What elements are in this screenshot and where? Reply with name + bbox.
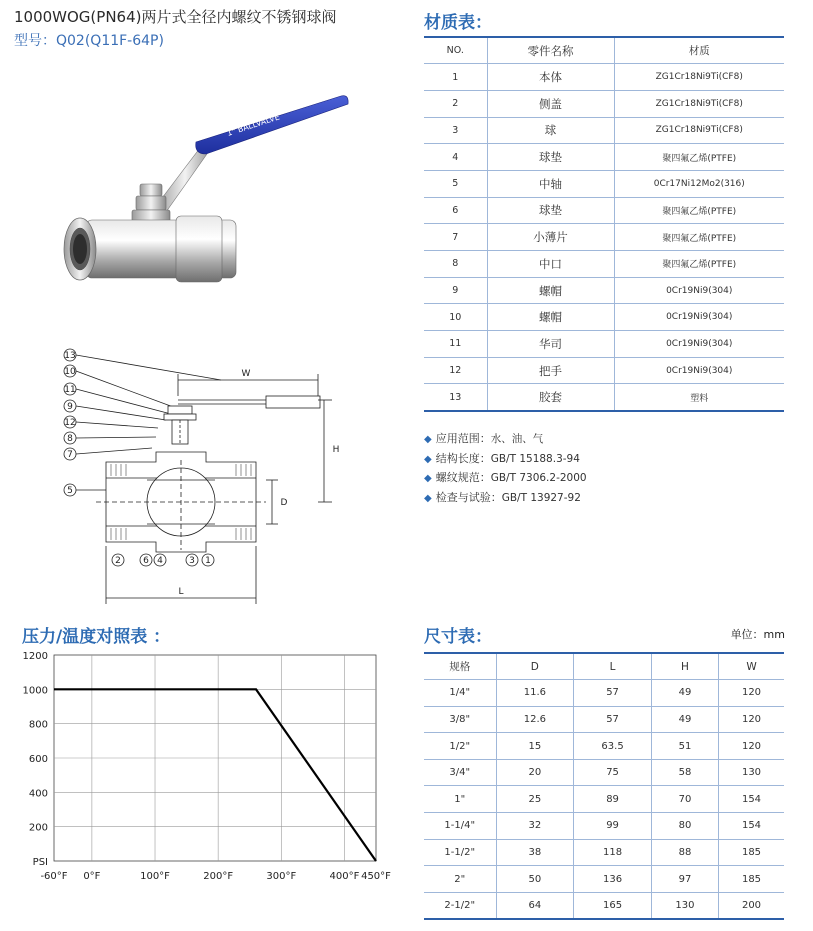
table-cell: 38: [496, 839, 574, 866]
table-cell: 63.5: [574, 733, 652, 760]
table-cell: 120: [719, 706, 784, 733]
pressure-temperature-chart: [0, 645, 400, 890]
svg-text:10: 10: [64, 367, 76, 377]
table-cell: ZG1Cr18Ni9Ti(CF8): [614, 117, 784, 144]
table-cell: 3/8": [424, 706, 496, 733]
table-row: [424, 892, 784, 919]
y-tick-label: 1200: [22, 651, 48, 662]
table-cell: 51: [651, 733, 718, 760]
table-row: [424, 733, 784, 760]
table-row: [424, 170, 784, 197]
table-cell: 本体: [487, 64, 614, 91]
table-cell: 136: [574, 866, 652, 893]
table-cell: 3/4": [424, 759, 496, 786]
table-row: [424, 224, 784, 251]
table-cell: 1-1/4": [424, 813, 496, 840]
x-tick-label: 100°F: [140, 871, 170, 882]
x-tick-label: 0°F: [83, 871, 101, 882]
table-row: [424, 144, 784, 171]
table-cell: 0Cr19Ni9(304): [614, 304, 784, 331]
table-cell: 球垫: [487, 197, 614, 224]
table-row: [424, 786, 784, 813]
table-cell: 185: [719, 839, 784, 866]
unit-label: 单位：mm: [730, 628, 785, 641]
table-row: [424, 64, 784, 91]
svg-text:11: 11: [64, 385, 76, 395]
table-cell: 9: [424, 277, 487, 304]
table-row: [424, 839, 784, 866]
table-cell: 6: [424, 197, 487, 224]
dim-d-label: D: [280, 498, 288, 508]
col-size: 规格: [424, 653, 496, 680]
table-cell: 154: [719, 786, 784, 813]
table-cell: 80: [651, 813, 718, 840]
table-cell: 塑料: [614, 384, 784, 411]
table-cell: 130: [719, 759, 784, 786]
table-row: [424, 117, 784, 144]
svg-text:1: 1: [205, 556, 211, 566]
note-item: ◆ 结构长度：GB/T 15188.3-94: [424, 451, 580, 465]
x-tick-label: 300°F: [266, 871, 297, 882]
table-cell: 0Cr19Ni9(304): [614, 277, 784, 304]
table-cell: 154: [719, 813, 784, 840]
table-cell: 把手: [487, 357, 614, 384]
x-tick-label: 400°F: [329, 871, 360, 882]
callout-7: [64, 448, 152, 460]
spec-notes: [424, 430, 587, 508]
table-cell: 185: [719, 866, 784, 893]
table-cell: 200: [719, 892, 784, 919]
table-cell: 70: [651, 786, 718, 813]
table-row: [424, 759, 784, 786]
col-part-name: 零件名称: [487, 37, 614, 64]
table-cell: 99: [574, 813, 652, 840]
table-cell: 97: [651, 866, 718, 893]
svg-text:13: 13: [64, 351, 76, 361]
y-tick-label: 1000: [22, 685, 48, 697]
table-cell: 7: [424, 224, 487, 251]
y-tick-label: 400: [28, 788, 48, 800]
col-w: W: [719, 653, 784, 680]
table-cell: 75: [574, 759, 652, 786]
table-cell: 12: [424, 357, 487, 384]
table-cell: 胶套: [487, 384, 614, 411]
table-cell: 32: [496, 813, 574, 840]
svg-text:12: 12: [64, 418, 76, 428]
table-row: [424, 357, 784, 384]
callout-10: [64, 365, 176, 408]
table-cell: 0Cr19Ni9(304): [614, 331, 784, 358]
table-cell: 3: [424, 117, 487, 144]
col-h: H: [651, 653, 718, 680]
note-item: ◆ 应用范围：水、油、气: [424, 432, 544, 445]
table-cell: 聚四氟乙烯(PTFE): [614, 224, 784, 251]
table-cell: 89: [574, 786, 652, 813]
table-cell: ZG1Cr18Ni9Ti(CF8): [614, 90, 784, 117]
table-cell: 11.6: [496, 680, 574, 707]
table-row: [424, 866, 784, 893]
table-cell: 0Cr19Ni9(304): [614, 357, 784, 384]
callout-9: [64, 400, 166, 420]
col-no: NO.: [424, 37, 487, 64]
svg-text:2: 2: [115, 556, 121, 566]
table-cell: 118: [574, 839, 652, 866]
dimensions-heading: 尺寸表：: [424, 627, 492, 647]
table-cell: 11: [424, 331, 487, 358]
table-cell: 64: [496, 892, 574, 919]
y-tick-label: 800: [28, 719, 48, 731]
table-cell: 49: [651, 706, 718, 733]
table-row: [424, 197, 784, 224]
materials-table: [424, 36, 784, 412]
note-item: ◆ 螺纹规范：GB/T 7306.2-2000: [424, 471, 587, 484]
table-cell: 螺帽: [487, 304, 614, 331]
table-cell: 120: [719, 733, 784, 760]
note-item: ◆ 检查与试验：GB/T 13927-92: [424, 490, 581, 504]
table-cell: 15: [496, 733, 574, 760]
table-cell: 5: [424, 170, 487, 197]
callout-8: [64, 432, 156, 444]
table-cell: 4: [424, 144, 487, 171]
table-cell: 1: [424, 64, 487, 91]
table-row: [424, 90, 784, 117]
svg-text:7: 7: [67, 450, 73, 460]
table-cell: 聚四氟乙烯(PTFE): [614, 251, 784, 278]
col-l: L: [574, 653, 652, 680]
table-cell: 1": [424, 786, 496, 813]
table-cell: 20: [496, 759, 574, 786]
table-cell: 50: [496, 866, 574, 893]
table-cell: 57: [574, 706, 652, 733]
valve-section-diagram: [56, 340, 356, 610]
table-row: [424, 384, 784, 411]
table-row: [424, 304, 784, 331]
table-cell: 中轴: [487, 170, 614, 197]
x-tick-label: 450°F: [361, 871, 391, 882]
table-cell: 88: [651, 839, 718, 866]
svg-text:6: 6: [143, 556, 149, 566]
table-cell: 2: [424, 90, 487, 117]
handle-label: 1" BALLVALVE: [225, 112, 281, 138]
table-row: [424, 680, 784, 707]
table-row: [424, 251, 784, 278]
svg-text:5: 5: [67, 486, 73, 496]
product-title: 1000WOG(PN64)两片式全径内螺纹不锈钢球阀: [14, 8, 337, 26]
table-cell: 球: [487, 117, 614, 144]
table-cell: ZG1Cr18Ni9Ti(CF8): [614, 64, 784, 91]
table-cell: 57: [574, 680, 652, 707]
materials-heading: 材质表：: [424, 13, 492, 33]
table-cell: 58: [651, 759, 718, 786]
table-cell: 球垫: [487, 144, 614, 171]
table-cell: 聚四氟乙烯(PTFE): [614, 144, 784, 171]
table-row: [424, 277, 784, 304]
table-cell: 2-1/2": [424, 892, 496, 919]
callout-11: [64, 383, 171, 414]
table-cell: 8: [424, 251, 487, 278]
table-cell: 1-1/2": [424, 839, 496, 866]
y-tick-label: 200: [28, 822, 48, 834]
table-cell: 165: [574, 892, 652, 919]
x-tick-label: -60°F: [40, 871, 68, 882]
col-d: D: [496, 653, 574, 680]
table-cell: 12.6: [496, 706, 574, 733]
svg-text:4: 4: [157, 556, 163, 566]
model-number: 型号：Q02(Q11F-64P): [14, 33, 164, 49]
table-cell: 聚四氟乙烯(PTFE): [614, 197, 784, 224]
table-cell: 0Cr17Ni12Mo2(316): [614, 170, 784, 197]
pressure-chart-heading: 压力/温度对照表 ：: [22, 627, 171, 647]
pressure-curve: [54, 689, 376, 861]
table-cell: 螺帽: [487, 277, 614, 304]
dim-l-label: L: [178, 587, 184, 597]
table-cell: 25: [496, 786, 574, 813]
table-cell: 10: [424, 304, 487, 331]
y-tick-label: 600: [28, 754, 48, 765]
svg-text:9: 9: [67, 402, 73, 412]
dim-w-label: W: [241, 369, 251, 379]
dim-h-label: H: [332, 445, 340, 455]
table-row: [424, 706, 784, 733]
y-tick-label: PSI: [32, 857, 48, 868]
table-cell: 小薄片: [487, 224, 614, 251]
x-tick-label: 200°F: [203, 871, 234, 882]
table-row: [424, 331, 784, 358]
table-cell: 中口: [487, 251, 614, 278]
svg-text:3: 3: [189, 556, 195, 566]
table-cell: 1/2": [424, 733, 496, 760]
table-cell: 13: [424, 384, 487, 411]
svg-text:8: 8: [67, 434, 73, 444]
valve-photo: [56, 88, 366, 288]
table-cell: 华司: [487, 331, 614, 358]
table-cell: 1/4": [424, 680, 496, 707]
callout-12: [64, 416, 158, 428]
table-cell: 2": [424, 866, 496, 893]
table-cell: 49: [651, 680, 718, 707]
col-material: 材质: [614, 37, 784, 64]
table-cell: 侧盖: [487, 90, 614, 117]
dimensions-table: [424, 652, 784, 920]
table-cell: 130: [651, 892, 718, 919]
table-row: [424, 813, 784, 840]
table-cell: 120: [719, 680, 784, 707]
